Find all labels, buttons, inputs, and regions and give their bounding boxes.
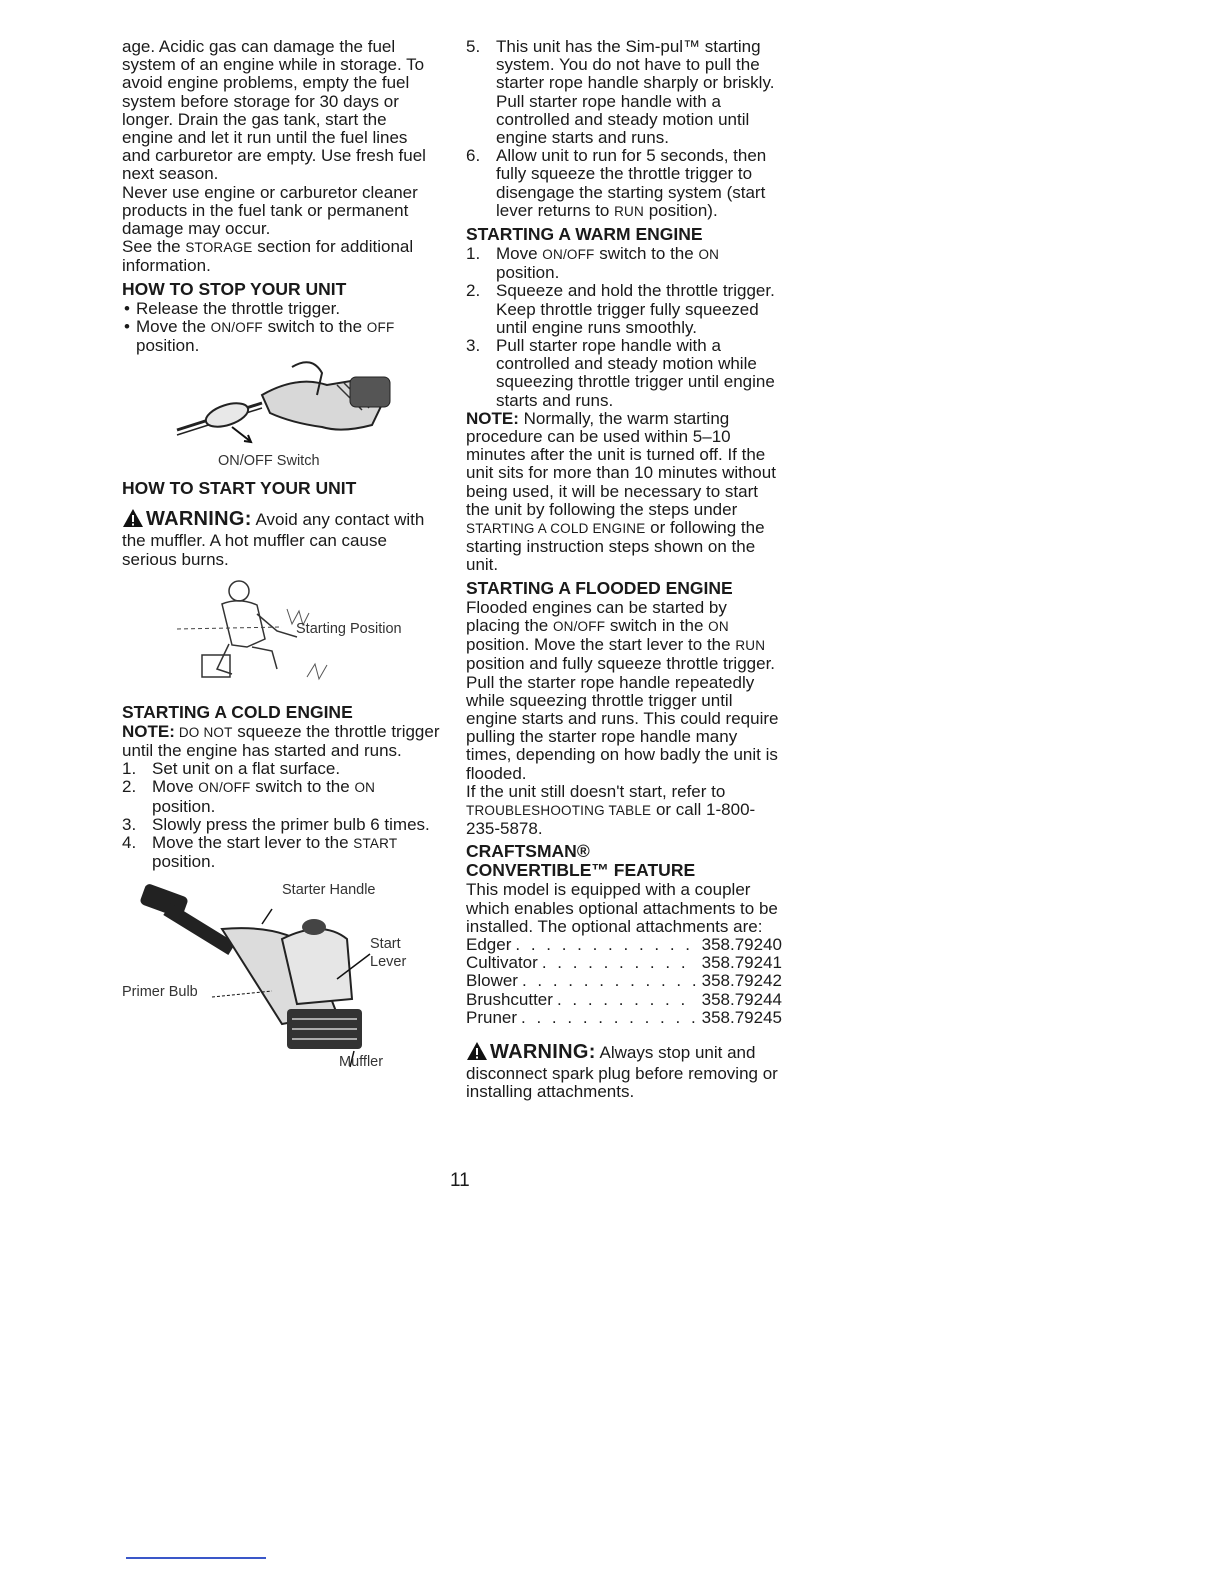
list-item	[466, 1009, 782, 1027]
attachment-name: Cultivator	[466, 953, 538, 973]
warning-triangle-icon	[122, 508, 144, 532]
text: Slowly press the primer bulb 6 times.	[152, 814, 430, 834]
text: position. Move the start lever to the	[466, 635, 736, 655]
text: ON/OFF	[542, 247, 595, 263]
starting-position-label: Starting Position	[296, 620, 402, 637]
text: START	[353, 836, 398, 852]
trimmer-handle-illustration	[122, 355, 442, 455]
warning-text: Always stop unit and disconnect spark plug before removing or installing attachments.	[466, 1042, 778, 1102]
text: Allow unit to run for 5 seconds, then fully squeeze the throttle trigger to disengage the starting system (start lever returns to	[496, 146, 767, 220]
list-item	[122, 834, 440, 871]
step-number: 5.	[466, 37, 481, 56]
text: position.	[152, 796, 216, 816]
text: TROUBLESHOOTING TABLE	[466, 802, 652, 818]
primer-bulb-label: Primer Bulb	[122, 984, 198, 1001]
part-number: 358.79242	[701, 971, 782, 991]
text: switch to the	[250, 777, 355, 797]
text: ON/OFF	[210, 319, 263, 335]
list-item	[122, 318, 440, 355]
list-item	[466, 991, 782, 1009]
text: ON/OFF	[198, 780, 251, 796]
note-word: NOTE:	[466, 408, 519, 428]
starting-position-figure	[122, 569, 440, 699]
cold-engine-steps	[122, 760, 440, 871]
text: If the unit still doesn't start, refer to	[466, 781, 726, 801]
text: position and fully squeeze throttle trigger. Pull the starter rope handle repeatedly while squeezing throttle trigger until engine starts and runs. This could require pulling the starter rope handle many times, depending on how badly the unit is flooded.	[466, 654, 779, 783]
convertible-paragraph: This model is equipped with a coupler which enables optional attachments to be installed. The optional attachments are:	[466, 880, 778, 936]
text: See the	[122, 237, 186, 257]
text: or call 1-800-235-5878.	[466, 799, 756, 839]
cold-engine-note	[122, 723, 440, 760]
part-number: 358.79240	[701, 934, 782, 954]
flooded-engine-paragraph-2	[466, 783, 782, 839]
warning-muffler	[122, 508, 440, 569]
step-number: 2.	[466, 281, 481, 301]
starter-handle-label: Starter Handle	[282, 882, 376, 899]
start-lever-label-line2: Lever	[370, 954, 407, 971]
text: or following the starting instruction steps shown on the unit.	[466, 518, 765, 575]
leader-dots	[522, 972, 696, 990]
convertible-heading-line1: CRAFTSMAN®	[466, 841, 590, 862]
text: ON	[708, 618, 729, 634]
text: Flooded engines can be started by placing the	[466, 597, 727, 635]
right-column	[466, 38, 782, 1102]
text: STARTING A COLD ENGINE	[466, 521, 646, 537]
text: switch to the	[262, 316, 367, 336]
text: Normally, the warm starting procedure can be used within 5–10 minutes after the unit is turned off. If the unit sits for more than 10 minutes without being used, it will be necessary to start the unit by following the steps under	[466, 408, 776, 519]
list-item	[466, 972, 782, 990]
left-column	[122, 38, 440, 1079]
start-unit-heading: HOW TO START YOUR UNIT	[122, 478, 357, 499]
text: Move	[152, 777, 199, 797]
list-item	[466, 954, 782, 972]
list-item	[122, 778, 440, 815]
step-number: 3.	[466, 336, 481, 356]
text: position).	[643, 200, 718, 220]
text: ON	[698, 247, 720, 263]
on-off-switch-label: ON/OFF Switch	[218, 453, 320, 470]
step-number: 3.	[122, 814, 137, 834]
text: position.	[496, 263, 560, 283]
list-item	[466, 936, 782, 954]
text: RUN	[614, 203, 644, 219]
text: This unit has the Sim-pul™ starting system. You do not have to pull the starter rope handle sharply or briskly. Pull starter rope handle with a controlled and steady motion until engine starts and runs.	[496, 37, 775, 148]
storage-ref: STORAGE	[185, 240, 253, 256]
text: Move the	[136, 316, 211, 336]
text: position.	[152, 852, 216, 872]
step-number: 6.	[466, 146, 481, 166]
part-number: 358.79245	[701, 1007, 782, 1027]
part-number: 358.79244	[701, 989, 782, 1009]
flooded-engine-paragraph	[466, 599, 782, 783]
step-number: 4.	[122, 833, 137, 853]
text: Squeeze and hold the throttle trigger. Keep throttle trigger fully squeezed until engine runs smoothly.	[496, 281, 775, 337]
text: position.	[136, 336, 200, 356]
text: ON/OFF	[552, 618, 606, 634]
step-number: 2.	[122, 777, 137, 797]
warm-engine-note	[466, 410, 782, 575]
list-item	[466, 337, 782, 410]
cold-engine-steps-continued	[466, 38, 782, 221]
text: switch to the	[594, 244, 699, 264]
list-item	[122, 760, 440, 778]
warning-attachments	[466, 1041, 782, 1102]
list-item	[466, 282, 782, 337]
text: Set unit on a flat surface.	[152, 759, 341, 779]
attachment-name: Edger	[466, 934, 512, 954]
on-off-switch-figure	[122, 355, 440, 475]
attachment-name: Brushcutter	[466, 989, 553, 1009]
warning-text: Avoid any contact with the muffler. A hot muffler can cause serious burns.	[122, 510, 425, 569]
stop-unit-heading: HOW TO STOP YOUR UNIT	[122, 278, 347, 299]
leader-dots	[542, 954, 696, 972]
text: Move	[496, 244, 543, 264]
leader-dots	[515, 936, 695, 954]
text: RUN	[735, 638, 766, 654]
step-number: 1.	[466, 244, 481, 264]
stop-unit-list	[122, 300, 440, 356]
list-item	[466, 38, 782, 147]
storage-paragraph-3	[122, 238, 440, 275]
part-number: 358.79241	[701, 953, 782, 973]
text: DO NOT	[174, 724, 233, 740]
text: switch in the	[605, 615, 709, 635]
leader-dots	[521, 1009, 696, 1027]
text: Move the start lever to the	[152, 833, 354, 853]
attachment-name: Blower	[466, 971, 518, 991]
attachments-list	[466, 936, 782, 1027]
engine-illustration	[122, 879, 442, 1079]
storage-paragraph-2: Never use engine or carburetor cleaner products in the fuel tank or permanent damage may occur.	[122, 182, 418, 239]
attachment-name: Pruner	[466, 1007, 518, 1027]
warning-word: WARNING:	[146, 508, 252, 531]
flooded-engine-heading: STARTING A FLOODED ENGINE	[466, 577, 733, 598]
cold-engine-heading: STARTING A COLD ENGINE	[122, 701, 353, 722]
note-word: NOTE:	[122, 721, 175, 741]
engine-controls-figure	[122, 879, 440, 1079]
list-item	[466, 245, 782, 282]
convertible-heading-line2: CONVERTIBLE™ FEATURE	[466, 860, 696, 881]
text: OFF	[366, 319, 395, 335]
warm-engine-heading: STARTING A WARM ENGINE	[466, 224, 703, 245]
page-number: 11	[450, 1170, 470, 1191]
warm-engine-steps	[466, 245, 782, 410]
warning-triangle-icon	[466, 1041, 488, 1065]
step-number: 1.	[122, 759, 137, 779]
text: Pull starter rope handle with a controlled and steady motion while squeezing throttle trigger until engine starts and runs.	[496, 336, 775, 410]
text: section for additional information.	[122, 237, 414, 276]
text: squeeze the throttle trigger until the engine has started and runs.	[122, 721, 440, 761]
start-lever-label-line1: Start	[370, 936, 401, 953]
storage-paragraph-1: age. Acidic gas can damage the fuel system of an engine while in storage. To avoid engine problems, empty the fuel system before storage for 30 days or longer. Drain the gas tank, start the engine and let it run until the fuel lines and carburetor are empty. Use fresh fuel next season.	[122, 37, 426, 184]
footer-link-underline	[126, 1557, 266, 1559]
list-item: • Release the throttle trigger.	[122, 300, 440, 318]
warning-word: WARNING:	[490, 1040, 596, 1063]
list-item	[466, 147, 782, 221]
list-item	[122, 816, 440, 834]
text: ON	[354, 780, 376, 796]
leader-dots	[557, 991, 696, 1009]
muffler-label: Muffler	[339, 1054, 384, 1071]
